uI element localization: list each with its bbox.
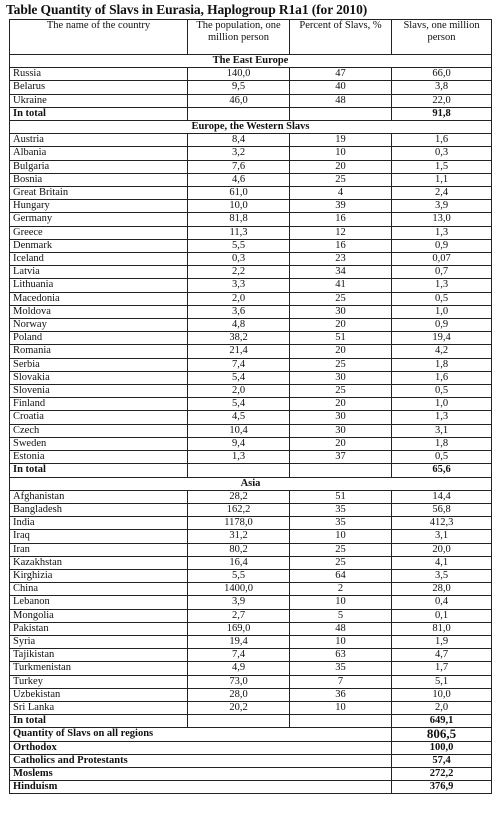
- table-row: [10, 649, 492, 662]
- population-value: 38,2: [188, 332, 290, 345]
- country-name: Turkmenistan: [10, 662, 188, 675]
- table-row: [10, 556, 492, 569]
- population-value: 19,4: [188, 635, 290, 648]
- slavs-value: 5,1: [392, 675, 492, 688]
- country-name: Macedonia: [10, 292, 188, 305]
- slavs-value: 19,4: [392, 332, 492, 345]
- table-row: [10, 675, 492, 688]
- country-name: Iran: [10, 543, 188, 556]
- summary-label: Moslems: [10, 767, 392, 780]
- slavs-value: 0,07: [392, 253, 492, 266]
- empty-cell: [290, 464, 392, 477]
- slavs-value: 0,7: [392, 266, 492, 279]
- summary-value: 376,9: [392, 781, 492, 794]
- population-value: 5,5: [188, 239, 290, 252]
- slavs-value: 0,5: [392, 451, 492, 464]
- percent-value: 23: [290, 253, 392, 266]
- population-value: 3,6: [188, 305, 290, 318]
- country-name: Pakistan: [10, 622, 188, 635]
- table-row: [10, 437, 492, 450]
- slavs-value: 1,1: [392, 173, 492, 186]
- population-value: 11,3: [188, 226, 290, 239]
- country-name: Lebanon: [10, 596, 188, 609]
- percent-value: 30: [290, 371, 392, 384]
- population-value: 2,2: [188, 266, 290, 279]
- population-value: 81,8: [188, 213, 290, 226]
- population-value: 1178,0: [188, 517, 290, 530]
- table-row: [10, 319, 492, 332]
- slavs-value: 1,7: [392, 662, 492, 675]
- population-value: 2,0: [188, 385, 290, 398]
- population-value: 4,6: [188, 173, 290, 186]
- country-name: Czech: [10, 424, 188, 437]
- table-row: [10, 688, 492, 701]
- population-value: 2,7: [188, 609, 290, 622]
- table-row: [10, 332, 492, 345]
- percent-value: 35: [290, 503, 392, 516]
- table-row: [10, 187, 492, 200]
- slavs-value: 1,8: [392, 437, 492, 450]
- slavs-value: 1,0: [392, 398, 492, 411]
- percent-value: 40: [290, 81, 392, 94]
- population-value: 140,0: [188, 68, 290, 81]
- summary-row: [10, 781, 492, 794]
- empty-cell: [290, 715, 392, 728]
- slavs-value: 2,0: [392, 701, 492, 714]
- population-value: 73,0: [188, 675, 290, 688]
- percent-value: 41: [290, 279, 392, 292]
- slavs-value: 3,1: [392, 424, 492, 437]
- slavs-value: 3,9: [392, 200, 492, 213]
- section-total-row: [10, 715, 492, 728]
- population-value: 3,2: [188, 147, 290, 160]
- header-country: The name of the country: [10, 20, 188, 55]
- country-name: Slovenia: [10, 385, 188, 398]
- summary-row: [10, 728, 492, 741]
- country-name: Austria: [10, 134, 188, 147]
- slavs-value: 1,5: [392, 160, 492, 173]
- table-row: [10, 358, 492, 371]
- country-name: Kirghizia: [10, 569, 188, 582]
- header-slavs: Slavs, one million person: [392, 20, 492, 55]
- percent-value: 30: [290, 411, 392, 424]
- percent-value: 48: [290, 94, 392, 107]
- country-name: Albania: [10, 147, 188, 160]
- percent-value: 25: [290, 556, 392, 569]
- percent-value: 10: [290, 147, 392, 160]
- percent-value: 25: [290, 173, 392, 186]
- percent-value: 10: [290, 596, 392, 609]
- summary-label: Quantity of Slavs on all regions: [10, 728, 392, 741]
- population-value: 46,0: [188, 94, 290, 107]
- population-value: 4,8: [188, 319, 290, 332]
- slavs-value: 22,0: [392, 94, 492, 107]
- percent-value: 25: [290, 292, 392, 305]
- population-value: 162,2: [188, 503, 290, 516]
- section-header: [10, 55, 492, 68]
- country-name: Latvia: [10, 266, 188, 279]
- summary-value: 272,2: [392, 767, 492, 780]
- country-name: China: [10, 583, 188, 596]
- table-row: [10, 266, 492, 279]
- population-value: 7,4: [188, 649, 290, 662]
- section-total-row: [10, 464, 492, 477]
- slavs-value: 1,6: [392, 371, 492, 384]
- slavs-value: 1,8: [392, 358, 492, 371]
- percent-value: 51: [290, 490, 392, 503]
- table-row: [10, 622, 492, 635]
- population-value: 80,2: [188, 543, 290, 556]
- country-name: Tajikistan: [10, 649, 188, 662]
- table-row: [10, 662, 492, 675]
- population-value: 3,3: [188, 279, 290, 292]
- table-row: [10, 517, 492, 530]
- percent-value: 35: [290, 517, 392, 530]
- percent-value: 20: [290, 160, 392, 173]
- percent-value: 36: [290, 688, 392, 701]
- total-value: 649,1: [392, 715, 492, 728]
- section-total-row: [10, 107, 492, 120]
- country-name: Bangladesh: [10, 503, 188, 516]
- summary-row: [10, 754, 492, 767]
- slavs-value: 412,3: [392, 517, 492, 530]
- slavs-value: 0,3: [392, 147, 492, 160]
- percent-value: 10: [290, 701, 392, 714]
- slavs-value: 0,4: [392, 596, 492, 609]
- country-name: Sri Lanka: [10, 701, 188, 714]
- table-row: [10, 345, 492, 358]
- slavs-table: [9, 19, 492, 794]
- table-row: [10, 68, 492, 81]
- section-title: The East Europe: [10, 55, 492, 68]
- percent-value: 63: [290, 649, 392, 662]
- slavs-value: 2,4: [392, 187, 492, 200]
- country-name: Serbia: [10, 358, 188, 371]
- country-name: Denmark: [10, 239, 188, 252]
- table-row: [10, 279, 492, 292]
- slavs-value: 14,4: [392, 490, 492, 503]
- slavs-value: 3,8: [392, 81, 492, 94]
- empty-cell: [188, 715, 290, 728]
- slavs-value: 1,9: [392, 635, 492, 648]
- population-value: 31,2: [188, 530, 290, 543]
- country-name: Hungary: [10, 200, 188, 213]
- section-header: [10, 477, 492, 490]
- slavs-value: 56,8: [392, 503, 492, 516]
- total-label: In total: [10, 464, 188, 477]
- population-value: 7,4: [188, 358, 290, 371]
- slavs-value: 1,0: [392, 305, 492, 318]
- table-row: [10, 451, 492, 464]
- percent-value: 25: [290, 358, 392, 371]
- slavs-value: 1,6: [392, 134, 492, 147]
- slavs-value: 0,9: [392, 319, 492, 332]
- population-value: 4,9: [188, 662, 290, 675]
- table-row: [10, 94, 492, 107]
- table-row: [10, 385, 492, 398]
- population-value: 9,5: [188, 81, 290, 94]
- percent-value: 64: [290, 569, 392, 582]
- table-body: [10, 55, 492, 794]
- header-population: The population, one million person: [188, 20, 290, 55]
- slavs-value: 0,1: [392, 609, 492, 622]
- section-title: Asia: [10, 477, 492, 490]
- table-row: [10, 147, 492, 160]
- summary-label: Catholics and Protestants: [10, 754, 392, 767]
- country-name: Russia: [10, 68, 188, 81]
- page-title: Table Quantity of Slavs in Eurasia, Haplogroup R1a1 (for 2010): [6, 2, 368, 17]
- slavs-value: 0,9: [392, 239, 492, 252]
- slavs-value: 81,0: [392, 622, 492, 635]
- table-row: [10, 543, 492, 556]
- country-name: Romania: [10, 345, 188, 358]
- slavs-value: 4,1: [392, 556, 492, 569]
- percent-value: 30: [290, 305, 392, 318]
- table-row: [10, 81, 492, 94]
- percent-value: 51: [290, 332, 392, 345]
- population-value: 3,9: [188, 596, 290, 609]
- slavs-value: 1,3: [392, 226, 492, 239]
- country-name: Mongolia: [10, 609, 188, 622]
- table-row: [10, 503, 492, 516]
- slavs-value: 0,5: [392, 292, 492, 305]
- table-row: [10, 411, 492, 424]
- percent-value: 35: [290, 662, 392, 675]
- country-name: Ukraine: [10, 94, 188, 107]
- table-row: [10, 424, 492, 437]
- empty-cell: [188, 107, 290, 120]
- slavs-value: 4,2: [392, 345, 492, 358]
- country-name: Iceland: [10, 253, 188, 266]
- percent-value: 39: [290, 200, 392, 213]
- population-value: 1,3: [188, 451, 290, 464]
- population-value: 169,0: [188, 622, 290, 635]
- population-value: 61,0: [188, 187, 290, 200]
- country-name: Iraq: [10, 530, 188, 543]
- population-value: 1400,0: [188, 583, 290, 596]
- summary-row: [10, 741, 492, 754]
- table-row: [10, 213, 492, 226]
- table-row: [10, 490, 492, 503]
- table-row: [10, 292, 492, 305]
- population-value: 5,4: [188, 398, 290, 411]
- table-row: [10, 609, 492, 622]
- table-row: [10, 398, 492, 411]
- percent-value: 30: [290, 424, 392, 437]
- percent-value: 19: [290, 134, 392, 147]
- summary-label: Orthodox: [10, 741, 392, 754]
- slavs-value: 20,0: [392, 543, 492, 556]
- summary-value: 57,4: [392, 754, 492, 767]
- empty-cell: [188, 464, 290, 477]
- table-row: [10, 530, 492, 543]
- header-percent: Percent of Slavs, %: [290, 20, 392, 55]
- country-name: Slovakia: [10, 371, 188, 384]
- percent-value: 10: [290, 530, 392, 543]
- country-name: Estonia: [10, 451, 188, 464]
- percent-value: 20: [290, 345, 392, 358]
- percent-value: 37: [290, 451, 392, 464]
- country-name: Syria: [10, 635, 188, 648]
- section-header: [10, 121, 492, 134]
- population-value: 0,3: [188, 253, 290, 266]
- country-name: Sweden: [10, 437, 188, 450]
- country-name: Poland: [10, 332, 188, 345]
- slavs-value: 10,0: [392, 688, 492, 701]
- slavs-value: 4,7: [392, 649, 492, 662]
- empty-cell: [290, 107, 392, 120]
- country-name: Moldova: [10, 305, 188, 318]
- total-value: 91,8: [392, 107, 492, 120]
- country-name: Lithuania: [10, 279, 188, 292]
- section-title: Europe, the Western Slavs: [10, 121, 492, 134]
- percent-value: 5: [290, 609, 392, 622]
- summary-label: Hinduism: [10, 781, 392, 794]
- percent-value: 16: [290, 213, 392, 226]
- country-name: Greece: [10, 226, 188, 239]
- slavs-value: 66,0: [392, 68, 492, 81]
- percent-value: 25: [290, 543, 392, 556]
- summary-value: 806,5: [392, 728, 492, 741]
- percent-value: 4: [290, 187, 392, 200]
- slavs-value: 3,5: [392, 569, 492, 582]
- table-row: [10, 635, 492, 648]
- country-name: Kazakhstan: [10, 556, 188, 569]
- percent-value: 34: [290, 266, 392, 279]
- population-value: 28,2: [188, 490, 290, 503]
- country-name: Turkey: [10, 675, 188, 688]
- total-label: In total: [10, 715, 188, 728]
- header-row: [10, 20, 492, 55]
- population-value: 21,4: [188, 345, 290, 358]
- summary-row: [10, 767, 492, 780]
- table-row: [10, 371, 492, 384]
- table-row: [10, 200, 492, 213]
- country-name: India: [10, 517, 188, 530]
- total-label: In total: [10, 107, 188, 120]
- percent-value: 47: [290, 68, 392, 81]
- percent-value: 16: [290, 239, 392, 252]
- percent-value: 12: [290, 226, 392, 239]
- table-row: [10, 596, 492, 609]
- table-row: [10, 253, 492, 266]
- summary-value: 100,0: [392, 741, 492, 754]
- table-row: [10, 226, 492, 239]
- country-name: Bosnia: [10, 173, 188, 186]
- country-name: Germany: [10, 213, 188, 226]
- population-value: 28,0: [188, 688, 290, 701]
- country-name: Great Britain: [10, 187, 188, 200]
- slavs-value: 3,1: [392, 530, 492, 543]
- population-value: 8,4: [188, 134, 290, 147]
- table-row: [10, 134, 492, 147]
- percent-value: 2: [290, 583, 392, 596]
- slavs-value: 13,0: [392, 213, 492, 226]
- population-value: 20,2: [188, 701, 290, 714]
- country-name: Bulgaria: [10, 160, 188, 173]
- population-value: 5,4: [188, 371, 290, 384]
- slavs-value: 0,5: [392, 385, 492, 398]
- table-row: [10, 160, 492, 173]
- country-name: Afghanistan: [10, 490, 188, 503]
- country-name: Finland: [10, 398, 188, 411]
- total-value: 65,6: [392, 464, 492, 477]
- slavs-value: 1,3: [392, 411, 492, 424]
- table-row: [10, 569, 492, 582]
- table-row: [10, 583, 492, 596]
- population-value: 10,4: [188, 424, 290, 437]
- percent-value: 20: [290, 319, 392, 332]
- population-value: 7,6: [188, 160, 290, 173]
- percent-value: 10: [290, 635, 392, 648]
- country-name: Croatia: [10, 411, 188, 424]
- percent-value: 48: [290, 622, 392, 635]
- percent-value: 20: [290, 398, 392, 411]
- percent-value: 20: [290, 437, 392, 450]
- country-name: Belarus: [10, 81, 188, 94]
- population-value: 5,5: [188, 569, 290, 582]
- population-value: 9,4: [188, 437, 290, 450]
- slavs-value: 28,0: [392, 583, 492, 596]
- population-value: 16,4: [188, 556, 290, 569]
- slavs-value: 1,3: [392, 279, 492, 292]
- table-row: [10, 701, 492, 714]
- table-row: [10, 305, 492, 318]
- table-row: [10, 239, 492, 252]
- population-value: 10,0: [188, 200, 290, 213]
- population-value: 2,0: [188, 292, 290, 305]
- percent-value: 25: [290, 385, 392, 398]
- country-name: Uzbekistan: [10, 688, 188, 701]
- percent-value: 7: [290, 675, 392, 688]
- population-value: 4,5: [188, 411, 290, 424]
- country-name: Norway: [10, 319, 188, 332]
- table-row: [10, 173, 492, 186]
